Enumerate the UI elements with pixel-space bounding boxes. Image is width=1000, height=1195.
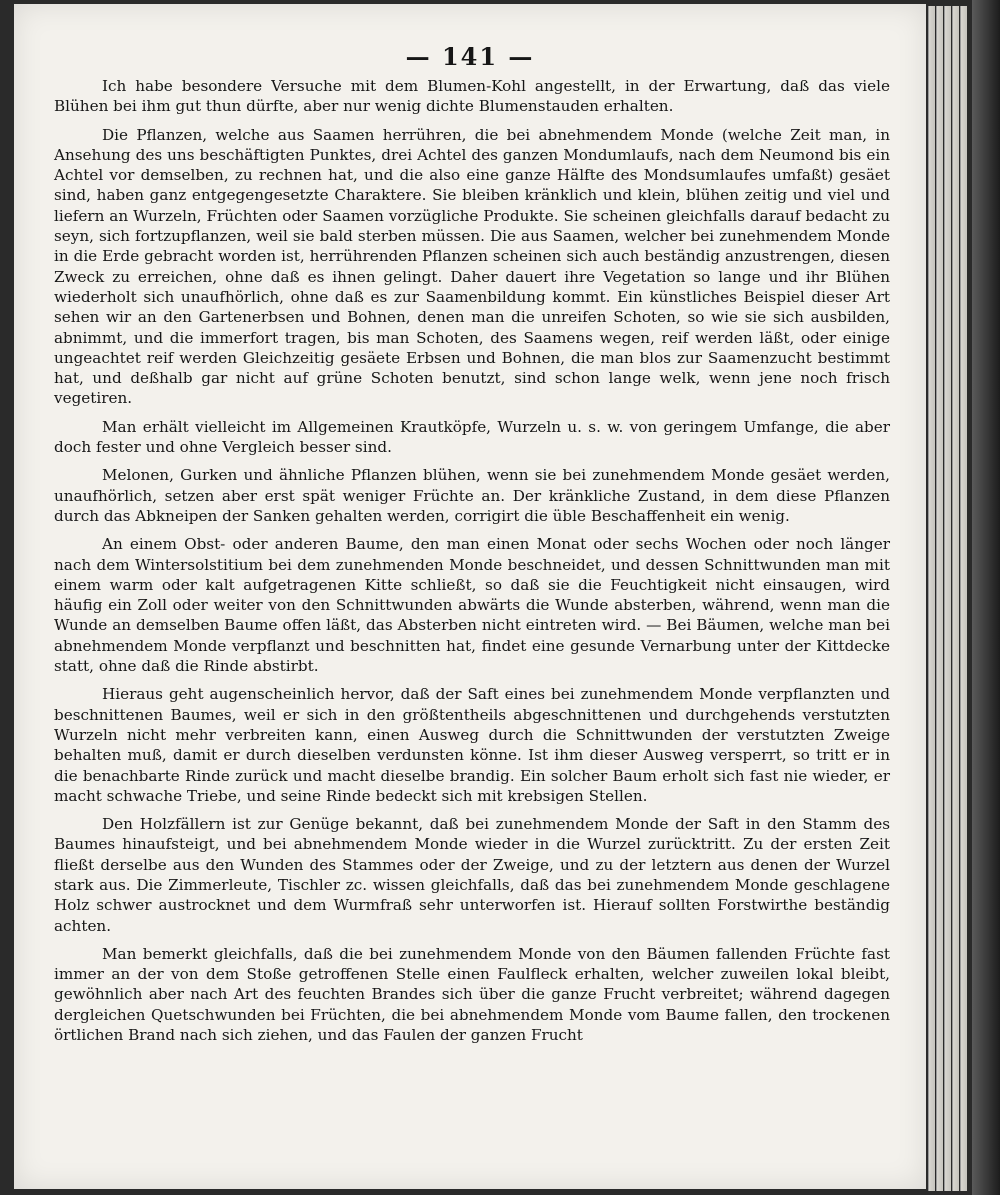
page-edge (936, 6, 943, 1191)
paragraph: Man erhält vielleicht im Allgemeinen Krautköpfe, Wurzeln u. s. w. von geringem Umfange, die aber doch fester und ohne Vergleich besser sind. (54, 417, 890, 457)
body-text (54, 76, 890, 1053)
page-edge (960, 6, 967, 1191)
book-page (14, 4, 926, 1189)
paragraph: Den Holzfällern ist zur Genüge bekannt, daß bei zunehmendem Monde der Saft in den Stamm des Baumes hinaufsteigt, und bei abnehmendem Monde wieder in die Wurzel zurücktritt. Zu der ersten Zeit fließt derselbe aus den Wunden des Stammes oder der Zweige, und zu der letztern aus denen der Wurzel stark aus. Die Zimmerleute, Tischler zc. wissen gleichfalls, daß das bei zunehmendem Monde geschlagene Holz schwer austrocknet und dem Wurmfraß sehr unterworfen ist. Hierauf sollten Forstwirthe beständig achten. (54, 815, 890, 935)
paragraph: Ich habe besondere Versuche mit dem Blumen-Kohl angestellt, in der Erwartung, daß das viele Blühen bei ihm gut thun dürfte, aber nur wenig dichte Blumenstauden erhalten. (54, 77, 890, 116)
paragraph: Die Pflanzen, welche aus Saamen herrühren, die bei abnehmendem Monde (welche Zeit man, in Ansehung des uns beschäftigten Punktes, drei Achtel des ganzen Mondumlaufs, nach dem Neumond bis ein Achtel vor demselben, zu rechnen hat, und die also eine ganze Hälfte des Mondsumlaufes umfaßt) gesäet sind, haben ganz entgegengesetzte Charaktere. Sie bleiben kränklich und klein, blühen zeitig und viel und liefern an Wurzeln, Früchten oder Saamen vorzügliche Produkte. Sie scheinen gleichfalls darauf bedacht zu seyn, sich fortzupflanzen, weil sie bald sterben müssen. Die aus Saamen, welcher bei zunehmendem Monde in die Erde gebracht worden ist, herrührenden Pflanzen scheinen sich auch beständig anzustrengen, diesen Zweck zu erreichen, ohne daß es ihnen gelingt. Daher dauert ihre Vegetation so lange und ihr Blühen wiederholt sich unaufhörlich, ohne daß es zur Saamenbildung kommt. Ein künstliches Beispiel dieser Art sehen wir an den Gartenerbsen und Bohnen, denen man die unreifen Schoten, so wie sie sich ausbilden, abnimmt, und die immerfort tragen, bis man Schoten, des Saamens wegen, reif werden läßt, oder einige ungeachtet reif werden Gleichzeitig gesäete Erbsen und Bohnen, die man blos zur Saamenzucht bestimmt hat, und deßhalb gar nicht auf grüne Schoten benutzt, sind schon lange welk, wenn jene noch frisch vegetiren. (54, 125, 890, 408)
page-edge (952, 6, 959, 1191)
page-number: — 141 — (405, 42, 535, 71)
book-spine (972, 0, 1000, 1195)
paragraph: Melonen, Gurken und ähnliche Pflanzen blühen, wenn sie bei zunehmendem Monde gesäet werden, unaufhörlich, setzen aber erst spät weniger Früchte an. Der kränkliche Zustand, in dem diese Pflanzen durch das Abkneipen der Sanken gehalten werden, corrigirt die üble Beschaffenheit ein wenig. (54, 466, 890, 525)
paragraph: Man bemerkt gleichfalls, daß die bei zunehmendem Monde von den Bäumen fallenden Früchte fast immer an der von dem Stoße getroffenen Stelle einen Faulfleck erhalten, welcher zuweilen lokal bleibt, gewöhnlich aber nach Art des feuchten Brandes sich über die ganze Frucht verbreitet; während dagegen dergleichen Quetschwunden bei Früchten, die bei abnehmendem Monde vom Baume fallen, den trockenen örtlichen Brand nach sich ziehen, und das Faulen der ganzen Frucht (54, 944, 890, 1045)
paragraph: An einem Obst- oder anderen Baume, den man einen Monat oder sechs Wochen oder noch länger nach dem Wintersolstitium bei dem zunehmenden Monde beschneidet, und dessen Schnittwunden man mit einem warm oder kalt aufgetragenen Kitte schließt, so daß sie die Feuchtigkeit nicht einsaugen, wird häufig ein Zoll oder weiter von den Schnittwunden abwärts die Wunde absterben, während, wenn man die Wunde an demselben Baume offen läßt, das Absterben nicht eintreten wird. — Bei Bäumen, welche man bei abnehmendem Monde verpflanzt und beschnitten hat, findet eine gesunde Vernarbung unter der Kittdecke statt, ohne daß die Rinde abstirbt. (54, 535, 890, 676)
page-edge (928, 6, 935, 1191)
page-edge (944, 6, 951, 1191)
paragraph: Hieraus geht augenscheinlich hervor, daß der Saft eines bei zunehmendem Monde verpflanzten und beschnittenen Baumes, weil er sich in den größtentheils abgeschnittenen und durchgehends verstutzten Wurzeln nicht mehr verbreiten kann, einen Ausweg durch die Schnittwunden der verstutzten Zweige behalten muß, damit er durch dieselben verdunsten könne. Ist ihm dieser Ausweg versperrt, so tritt er in die benachbarte Rinde zurück und macht dieselbe brandig. Ein solcher Baum erholt sich fast nie wieder, er macht schwache Triebe, und seine Rinde bedeckt sich mit krebsigen Stellen. (54, 685, 890, 805)
